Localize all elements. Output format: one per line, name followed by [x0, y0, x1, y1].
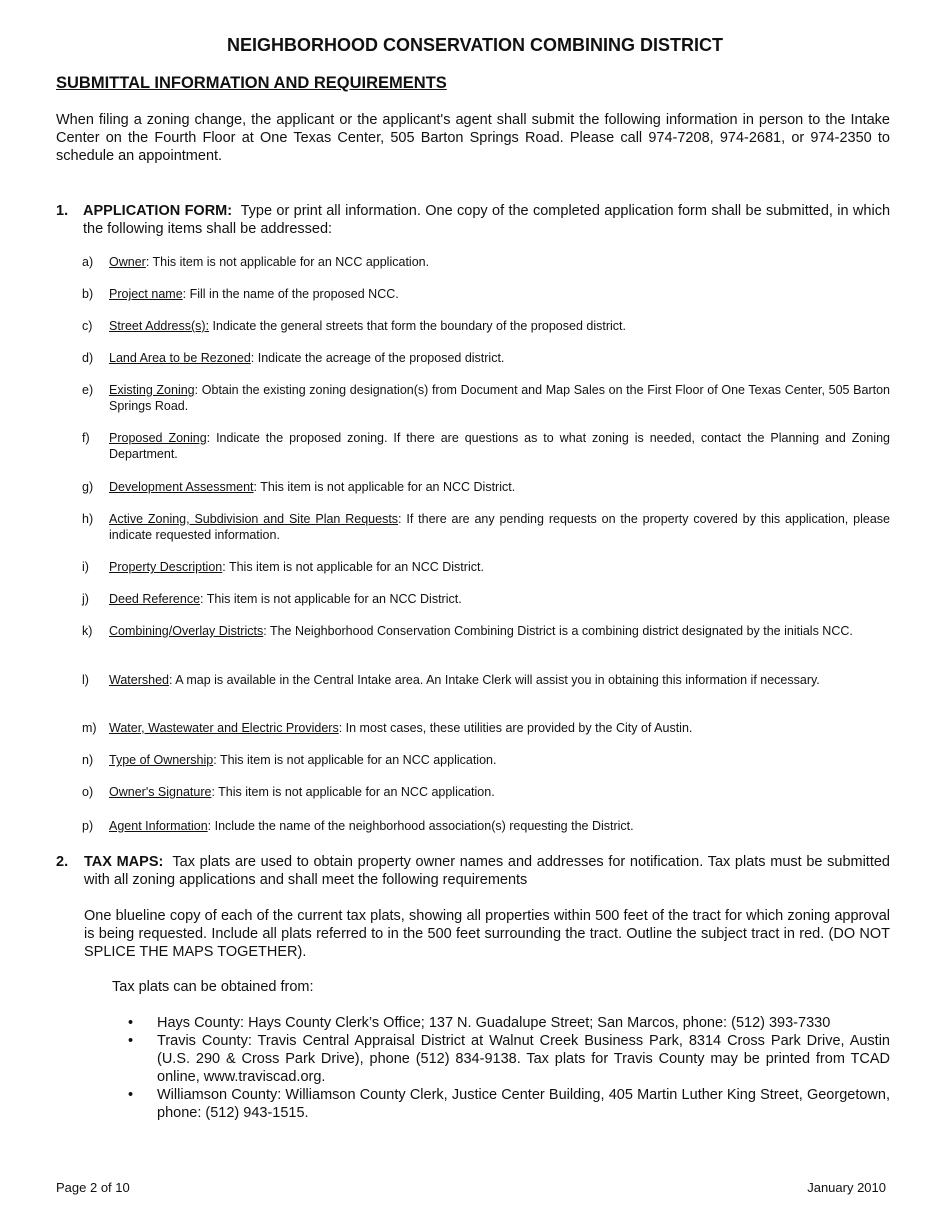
subitem-letter: f): [82, 431, 90, 445]
subitem-letter: e): [82, 383, 94, 397]
subitem-text: : Include the name of the neighborhood association(s) requesting the District.: [207, 819, 634, 833]
intro-paragraph: When filing a zoning change, the applicant or the applicant's agent shall submit the following information in person to the Intake Center on the Fourth Floor at One Texas Center, 505 Barton Springs Road. Please call 974-7208, 974-2681, or 974-2350 to schedule an appointment.: [56, 112, 890, 164]
subitem-letter: b): [82, 287, 94, 301]
list-item: [128, 1086, 890, 1122]
subitem-label: Project name: [109, 287, 183, 301]
subitem-letter: d): [82, 351, 94, 365]
list-item-text: Williamson County: Williamson County Clerk, Justice Center Building, 405 Martin Luther King Street, Georgetown, phone: (512) 943-1515.: [157, 1087, 890, 1121]
subitem-watershed: [82, 672, 890, 688]
document-title: NEIGHBORHOOD CONSERVATION COMBINING DISTRICT: [226, 35, 723, 55]
subitem-label: Property Description: [109, 560, 223, 574]
subitem-label: Existing Zoning: [109, 383, 195, 397]
subitem-existing-zoning: [82, 382, 890, 414]
item-number: 2.: [56, 854, 69, 870]
subitem-letter: c): [82, 319, 93, 333]
item-text: Type or print all information. One copy of the completed application form shall be submitted, in which the following items shall be addressed:: [83, 203, 891, 237]
subitem-text: : This item is not applicable for an NCC District.: [200, 592, 462, 606]
item-number: 1.: [56, 203, 69, 219]
item-tax-maps: [56, 853, 890, 889]
subitem-project-name: [82, 286, 890, 302]
subitem-letter: i): [82, 560, 89, 574]
subitem-letter: p): [82, 819, 94, 833]
subitem-street-address: [82, 318, 890, 334]
subitem-label: Owner: [109, 255, 146, 269]
item-text: Tax plats are used to obtain property owner names and addresses for notification. Tax plats must be submitted with all zoning applications and shall meet the following requirements: [84, 854, 890, 888]
subitem-type-of-ownership: [82, 752, 890, 768]
subitem-letter: m): [82, 721, 97, 735]
item-lead: APPLICATION FORM:: [83, 203, 233, 219]
subitem-text: : The Neighborhood Conservation Combining District is a combining district designated by the initials NCC.: [263, 624, 853, 638]
subitem-text: : Fill in the name of the proposed NCC.: [182, 287, 399, 301]
subitem-combining-districts: [82, 623, 890, 639]
tax-plat-requirements: One blueline copy of each of the current tax plats, showing all properties within 500 feet of the tract for which zoning approval is being requested. Include all plats referred to in the 500 feet surrounding the tract. Outline the subject tract in red. (DO NOT SPLICE THE MAPS TOGETHER).: [84, 908, 890, 960]
subitem-text: : Indicate the acreage of the proposed district.: [250, 351, 505, 365]
subitem-label: Type of Ownership: [109, 753, 214, 767]
list-item-text: Hays County: Hays County Clerk’s Office; 137 N. Guadalupe Street; San Marcos, phone: (512) 393-7330: [157, 1015, 831, 1031]
subitem-property-description: [82, 559, 890, 575]
subitem-owner: [82, 254, 890, 270]
subitem-letter: g): [82, 480, 94, 494]
list-item-text: Travis County: Travis Central Appraisal District at Walnut Creek Business Park, 8314 Cross Park Drive, Austin (U.S. 290 & Cross Park Drive), phone (512) 834-9138. Tax plats for Travis County may be printed from TCAD online, www.traviscad.org.: [157, 1033, 890, 1085]
bullet-icon: •: [128, 1015, 134, 1031]
subitem-text: : If there are any pending requests on the property covered by this application, please indicate requested information.: [109, 512, 890, 542]
subitem-text: : This item is not applicable for an NCC application.: [211, 785, 495, 799]
subitem-label: Watershed: [109, 673, 169, 687]
subitem-label: Water, Wastewater and Electric Providers: [109, 721, 339, 735]
subitem-text: : This item is not applicable for an NCC application.: [145, 255, 430, 269]
subitem-text: : This item is not applicable for an NCC District.: [222, 560, 484, 574]
subitem-text: : This item is not applicable for an NCC District.: [253, 480, 516, 494]
list-item: [128, 1032, 890, 1086]
subitem-text: : A map is available in the Central Intake area. An Intake Clerk will assist you in obtaining this information if necessary.: [168, 673, 820, 687]
subitem-label: Active Zoning, Subdivision and Site Plan Requests: [109, 512, 399, 526]
subitem-development-assessment: [82, 479, 890, 495]
subitem-land-area: [82, 350, 890, 366]
subitem-deed-reference: [82, 591, 890, 607]
list-item: [128, 1014, 890, 1032]
subitem-label: Street Address(s):: [109, 319, 210, 333]
subitem-label: Agent Information: [109, 819, 208, 833]
subitem-owner-signature: [82, 784, 890, 800]
subitem-letter: j): [82, 592, 89, 606]
subitem-letter: a): [82, 255, 94, 269]
subitem-label: Proposed Zoning: [109, 431, 207, 445]
bullet-icon: •: [128, 1033, 134, 1049]
bullet-icon: •: [128, 1087, 134, 1103]
subitem-text: : In most cases, these utilities are provided by the City of Austin.: [338, 721, 693, 735]
subitem-letter: h): [82, 512, 94, 526]
subitem-label: Owner's Signature: [109, 785, 212, 799]
subitem-letter: o): [82, 785, 94, 799]
subitem-letter: k): [82, 624, 93, 638]
subitem-agent-information: [82, 818, 890, 834]
subitem-letter: n): [82, 753, 94, 767]
subitem-text: : This item is not applicable for an NCC application.: [213, 753, 497, 767]
footer-date: January 2010: [807, 1180, 886, 1195]
subitem-text: : Obtain the existing zoning designation(s) from Document and Map Sales on the First Floor of One Texas Center, 505 Barton Springs Road.: [109, 383, 890, 413]
subitem-text: : Indicate the proposed zoning. If there are questions as to what zoning is needed, contact the Planning and Zoning Department.: [109, 431, 891, 461]
item-lead: TAX MAPS:: [84, 854, 164, 870]
subitem-label: Combining/Overlay Districts: [109, 624, 264, 638]
item-application-form: [56, 202, 890, 238]
footer-page-number: Page 2 of 10: [56, 1180, 130, 1195]
section-heading: SUBMITTAL INFORMATION AND REQUIREMENTS: [56, 74, 447, 92]
subitem-label: Deed Reference: [109, 592, 201, 606]
subitem-letter: l): [82, 673, 89, 687]
subitem-active-zoning: [82, 511, 890, 543]
subitem-utility-providers: [82, 720, 890, 736]
subitem-label: Development Assessment: [109, 480, 254, 494]
subitem-text: Indicate the general streets that form the boundary of the proposed district.: [209, 319, 626, 333]
tax-plats-source-label: Tax plats can be obtained from:: [112, 979, 314, 995]
tax-plat-sources-list: [128, 1014, 890, 1122]
subitem-proposed-zoning: [82, 430, 890, 462]
subitem-label: Land Area to be Rezoned: [109, 351, 251, 365]
